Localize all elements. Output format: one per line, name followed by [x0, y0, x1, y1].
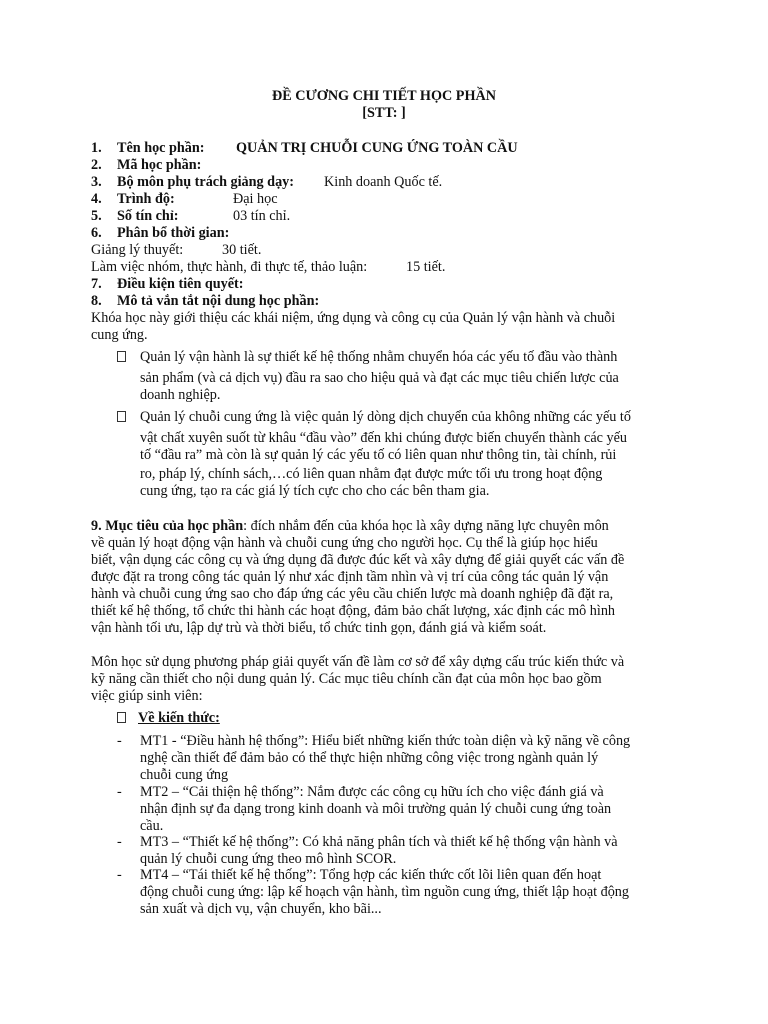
- item-6-label: Phân bổ thời gian:: [117, 225, 230, 241]
- item-8-label: Mô tả vắn tắt nội dung học phần:: [117, 293, 320, 309]
- item-6-number: 6.: [91, 225, 102, 241]
- objectives-line-2: về quản lý hoạt động vận hành và chuỗi cung ứng cho người học. Cụ thể là giúp học hiểu: [91, 535, 598, 551]
- item-5-label: Số tín chỉ:: [117, 208, 179, 224]
- item-4-number: 4.: [91, 191, 102, 207]
- method-line-3: việc giúp sinh viên:: [91, 688, 203, 704]
- bullet-1-line-3: doanh nghiệp.: [140, 387, 221, 403]
- item-7-number: 7.: [91, 276, 102, 292]
- item-8-number: 8.: [91, 293, 102, 309]
- item-5-number: 5.: [91, 208, 102, 224]
- mt4-line-1: MT4 – “Tái thiết kế hệ thống”: Tổng hợp các kiến thức cốt lõi liên quan đến hoạt: [140, 867, 602, 883]
- objectives-line-3: biết, vận dụng các công cụ và ứng dụng đã được đúc kết và xây dựng để giải quyết các vấn đề: [91, 552, 625, 568]
- bullet-2-line-3: tố “đầu ra” mà còn là sự quản lý các yếu tố có liên quan như thông tin, tài chính, rủi: [140, 447, 617, 463]
- mt2-line-2: nhận định sự đa dạng trong kinh doanh và môi trường quản lý chuỗi cung ứng toàn: [140, 801, 612, 817]
- document-title: ĐỀ CƯƠNG CHI TIẾT HỌC PHẦN: [271, 88, 496, 104]
- bullet-icon: [117, 712, 126, 723]
- mt1-line-2: nghệ cần thiết để đảm bảo có thể thực hiện những công việc trong ngành quản lý: [140, 750, 599, 766]
- department-value: Kinh doanh Quốc tế.: [324, 174, 443, 190]
- bullet-1-line-2: sản phẩm (và cả dịch vụ) đầu ra sao cho hiệu quả và đạt các mục tiêu chiến lược của: [140, 370, 619, 386]
- description-intro-line-2: cung ứng.: [91, 327, 148, 343]
- stt-label: [STT: ]: [362, 105, 406, 121]
- item-3-label: Bộ môn phụ trách giảng dạy:: [117, 174, 294, 190]
- item-3-number: 3.: [91, 174, 102, 190]
- mt2-line-1: MT2 – “Cải thiện hệ thống”: Nắm được các công cụ hữu ích cho việc đánh giá và: [140, 784, 604, 800]
- knowledge-heading: Về kiến thức:: [138, 710, 220, 726]
- bullet-2-line-2: vật chất xuyên suốt từ khâu “đầu vào” đến khi chúng được biến chuyển thành các yếu: [140, 430, 627, 446]
- objectives-line-4: được đặt ra trong công tác quản lý như xác định tầm nhìn và vị trí của công tác quản lý vận: [91, 569, 609, 585]
- method-line-1: Môn học sử dụng phương pháp giải quyết vấn đề làm cơ sở để xây dựng cấu trúc kiến thức và: [91, 654, 625, 670]
- item-1-number: 1.: [91, 140, 102, 156]
- objectives-heading: 9. Mục tiêu của học phần: [91, 518, 244, 534]
- mt4-line-2: động chuỗi cung ứng: lập kế hoạch vận hành, tìm nguồn cung ứng, thiết lập hoạt động: [140, 884, 629, 900]
- bullet-2-line-4: ro, pháp lý, chính sách,…có liên quan nhằm đạt được mức tối ưu trong hoạt động: [140, 466, 603, 482]
- item-2-label: Mã học phần:: [117, 157, 202, 173]
- theory-label: Giảng lý thuyết:: [91, 242, 184, 258]
- mt2-line-3: cầu.: [140, 818, 164, 834]
- credits-value: 03 tín chỉ.: [233, 208, 291, 224]
- item-2-number: 2.: [91, 157, 102, 173]
- bullet-2-line-1: Quản lý chuỗi cung ứng là việc quản lý dòng dịch chuyển của không những các yếu tố: [140, 409, 631, 425]
- objectives-line-5: hành và chuỗi cung ứng sao cho đáp ứng các yêu cầu chiến lược mà doanh nghiệp đã đặt ra,: [91, 586, 614, 602]
- objectives-line-1: [91, 518, 609, 535]
- practice-value: 15 tiết.: [406, 259, 446, 275]
- dash-marker: -: [117, 784, 122, 800]
- bullet-icon: [117, 411, 126, 422]
- level-value: Đại học: [233, 191, 278, 207]
- item-1-label: Tên học phần:: [117, 140, 205, 156]
- bullet-1-line-1: Quản lý vận hành là sự thiết kế hệ thống nhằm chuyển hóa các yếu tố đầu vào thành: [140, 349, 618, 365]
- dash-marker: -: [117, 834, 122, 850]
- mt3-line-1: MT3 – “Thiết kế hệ thống”: Có khả năng phân tích và thiết kế hệ thống vận hành và: [140, 834, 618, 850]
- mt1-line-3: chuỗi cung ứng: [140, 767, 229, 783]
- method-line-2: kỹ năng cần thiết cho nội dung quản lý. Các mục tiêu chính cần đạt của môn học bao gồm: [91, 671, 602, 687]
- practice-label: Làm việc nhóm, thực hành, đi thực tế, thảo luận:: [91, 259, 368, 275]
- dash-marker: -: [117, 733, 122, 749]
- item-4-label: Trình độ:: [117, 191, 175, 207]
- mt4-line-3: sản xuất và dịch vụ, vận chuyển, kho bãi...: [140, 901, 382, 917]
- description-intro-line-1: Khóa học này giới thiệu các khái niệm, ứng dụng và công cụ của Quản lý vận hành và chuỗi: [91, 310, 616, 326]
- mt3-line-2: quản lý chuỗi cung ứng theo mô hình SCOR.: [140, 851, 397, 867]
- course-name: QUẢN TRỊ CHUỖI CUNG ỨNG TOÀN CẦU: [236, 140, 518, 156]
- objectives-line-7: vận hành tối ưu, lập dự trù và thời biểu, tổ chức tinh gọn, đánh giá và kiểm soát.: [91, 620, 547, 636]
- bullet-icon: [117, 351, 126, 362]
- objectives-line-6: thiết kế hệ thống, tổ chức thi hành các hoạt động, đảm bảo chất lượng, xác định các mô hình: [91, 603, 616, 619]
- objectives-line-1-text: : đích nhắm đến của khóa học là xây dựng năng lực chuyên môn: [243, 518, 609, 534]
- item-7-label: Điều kiện tiên quyết:: [117, 276, 244, 292]
- mt1-line-1: MT1 - “Điều hành hệ thống”: Hiểu biết những kiến thức toàn diện và kỹ năng về công: [140, 733, 631, 749]
- dash-marker: -: [117, 867, 122, 883]
- bullet-2-line-5: cung ứng, tạo ra các giá lý tích cực cho cho các bên tham gia.: [140, 483, 490, 499]
- theory-value: 30 tiết.: [222, 242, 262, 258]
